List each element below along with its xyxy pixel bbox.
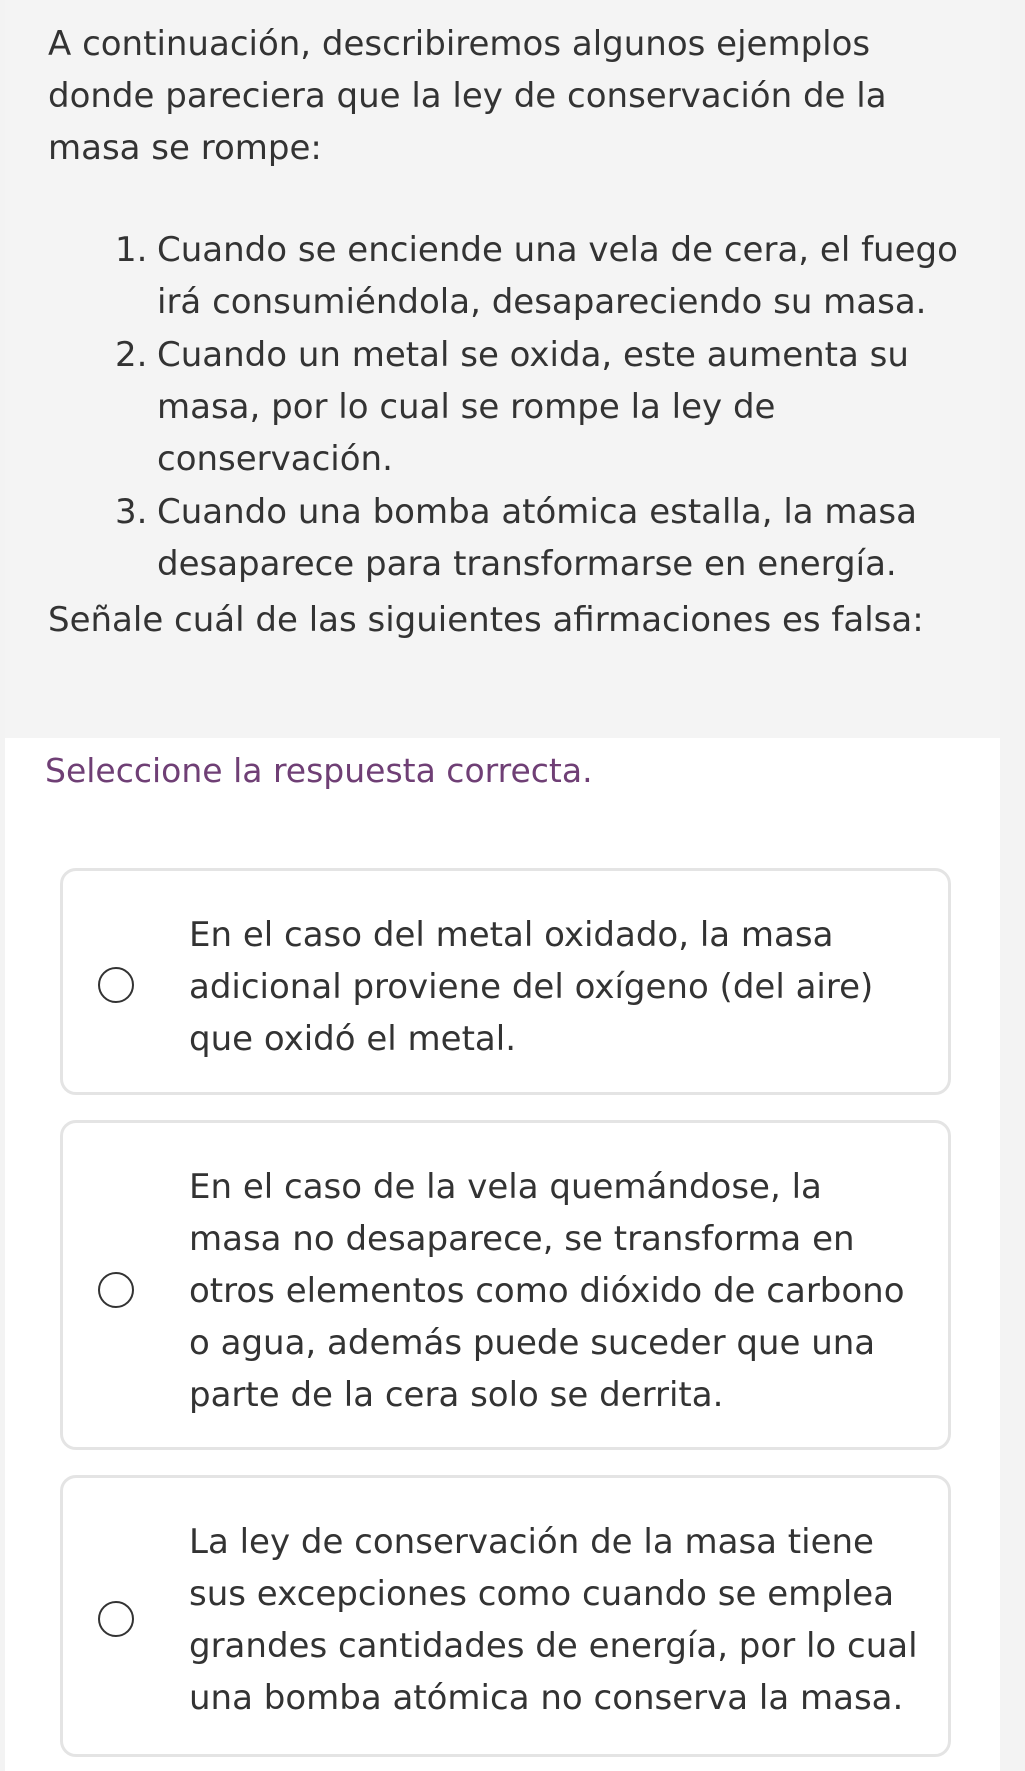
example-item-1 — [115, 224, 995, 328]
answer-instruction: Seleccione la respuesta correcta. — [45, 751, 593, 790]
answer-option-3[interactable] — [60, 1475, 951, 1757]
example-text-2: Cuando un metal se oxida, este aumenta su masa, por lo cual se rompe la ley de conservación. — [157, 335, 909, 479]
page — [5, 0, 1000, 1771]
example-item-3 — [115, 486, 995, 590]
answer-option-text-3: La ley de conservación de la masa tiene sus excepciones como cuando se emplea grandes cantidades de energía, por lo cual una bomba atómica no conserva la masa. — [189, 1522, 918, 1718]
question-prompt: Señale cuál de las siguientes afirmaciones es falsa: — [48, 600, 924, 640]
example-number-3: 3. — [115, 492, 148, 532]
answer-option-2[interactable] — [60, 1120, 951, 1450]
answer-option-text-1: En el caso del metal oxidado, la masa adicional proviene del oxígeno (del aire) que oxidó el metal. — [189, 915, 874, 1059]
examples-list — [115, 224, 995, 591]
example-text-3: Cuando una bomba atómica estalla, la masa desaparece para transformarse en energía. — [157, 492, 917, 584]
answer-option-text-2: En el caso de la vela quemándose, la masa no desaparece, se transforma en otros elementos como dióxido de carbono o agua, además puede suceder que una parte de la cera solo se derrita. — [189, 1167, 905, 1415]
answer-option-1[interactable] — [60, 868, 951, 1095]
question-panel — [5, 0, 1000, 738]
example-item-2 — [115, 329, 995, 485]
example-number-1: 1. — [115, 230, 148, 270]
example-text-1: Cuando se enciende una vela de cera, el fuego irá consumiéndola, desapareciendo su masa. — [157, 230, 958, 322]
question-intro: A continuación, describiremos algunos ejemplos donde pareciera que la ley de conservación de la masa se rompe: — [48, 24, 887, 168]
radio-button-icon[interactable] — [98, 967, 134, 1003]
right-gutter — [1000, 0, 1025, 1771]
radio-button-icon[interactable] — [98, 1601, 134, 1637]
radio-button-icon[interactable] — [98, 1272, 134, 1308]
example-number-2: 2. — [115, 335, 148, 375]
